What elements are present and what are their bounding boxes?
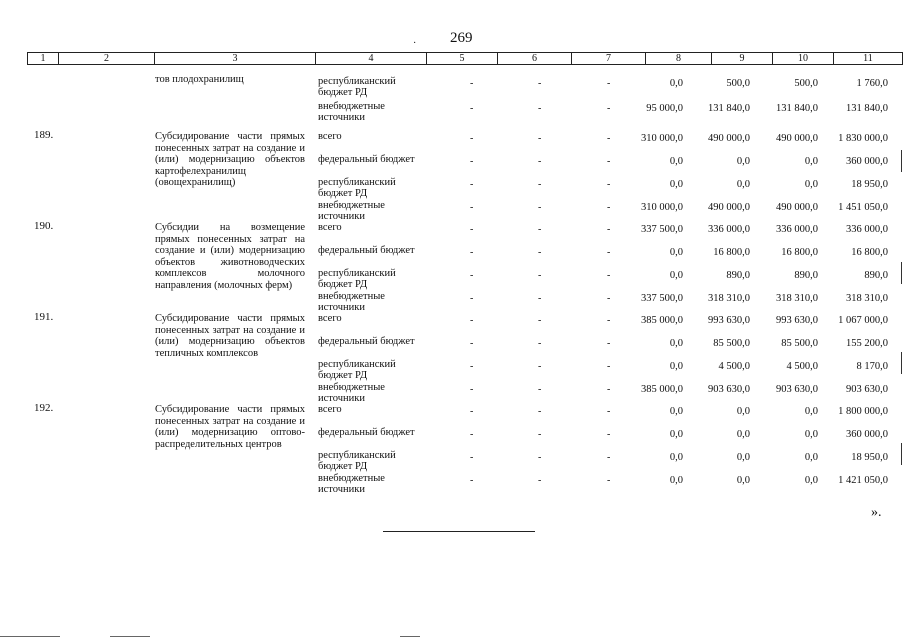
source-label: республиканский бюджет РД	[318, 76, 396, 98]
dash-cell: -	[607, 78, 611, 89]
col-header-3: 3	[155, 53, 316, 65]
source-label: всего	[318, 404, 342, 415]
value-v8: 95 000,0	[646, 103, 683, 114]
row-number: 190.	[34, 220, 54, 232]
value-v8: 0,0	[669, 247, 683, 258]
dash-cell: -	[470, 338, 474, 349]
row-number: 191.	[34, 311, 54, 323]
scan-speck: ·	[413, 38, 417, 49]
source-label: республиканский бюджет РД	[318, 268, 396, 290]
dash-cell: -	[607, 179, 611, 190]
col-header-9: 9	[712, 53, 773, 65]
value-v8: 0,0	[669, 406, 683, 417]
value-v10: 0,0	[804, 475, 818, 486]
col-header-6: 6	[498, 53, 572, 65]
row-description: Субсидии на возмещение прямых понесенных затрат на создание и (или) модернизацию объектов животноводческих комплексов молочного направления (молочных ферм)	[155, 222, 305, 291]
value-v8: 0,0	[669, 429, 683, 440]
source-label: всего	[318, 313, 342, 324]
row-description: тов плодохранилищ	[155, 74, 244, 85]
dash-cell: -	[470, 224, 474, 235]
col-header-1: 1	[28, 53, 59, 65]
dash-cell: -	[470, 270, 474, 281]
value-v11: 1 451 050,0	[838, 202, 888, 213]
value-v11: 16 800,0	[851, 247, 888, 258]
value-v11: 318 310,0	[846, 293, 888, 304]
dash-cell: -	[538, 361, 542, 372]
value-v9: 500,0	[726, 78, 750, 89]
source-label: внебюджетные источники	[318, 473, 385, 495]
value-v8: 310 000,0	[641, 133, 683, 144]
value-v8: 337 500,0	[641, 224, 683, 235]
dash-cell: -	[470, 247, 474, 258]
row-description: Субсидирование части прямых понесенных затрат на создание и (или) модернизацию объектов тепличных комплексов	[155, 313, 305, 359]
dash-cell: -	[470, 384, 474, 395]
dash-cell: -	[470, 202, 474, 213]
value-v11: 903 630,0	[846, 384, 888, 395]
value-v9: 490 000,0	[708, 133, 750, 144]
value-v8: 0,0	[669, 475, 683, 486]
closing-quote: ».	[871, 505, 882, 520]
value-v10: 500,0	[794, 78, 818, 89]
value-v11: 18 950,0	[851, 179, 888, 190]
row-number: 192.	[34, 402, 54, 414]
margin-mark	[901, 262, 902, 284]
value-v9: 0,0	[736, 179, 750, 190]
dash-cell: -	[538, 270, 542, 281]
source-label: внебюджетные источники	[318, 200, 385, 222]
source-label: внебюджетные источники	[318, 382, 385, 404]
value-v9: 0,0	[736, 429, 750, 440]
dash-cell: -	[538, 384, 542, 395]
col-header-4: 4	[316, 53, 427, 65]
value-v8: 0,0	[669, 156, 683, 167]
value-v8: 0,0	[669, 361, 683, 372]
dash-cell: -	[470, 406, 474, 417]
dash-cell: -	[470, 475, 474, 486]
dash-cell: -	[607, 103, 611, 114]
value-v11: 890,0	[864, 270, 888, 281]
source-label: федеральный бюджет	[318, 245, 415, 256]
col-header-2: 2	[59, 53, 155, 65]
value-v8: 337 500,0	[641, 293, 683, 304]
dash-cell: -	[538, 293, 542, 304]
value-v11: 360 000,0	[846, 156, 888, 167]
dash-cell: -	[607, 247, 611, 258]
value-v11: 336 000,0	[846, 224, 888, 235]
col-header-5: 5	[427, 53, 498, 65]
dash-cell: -	[470, 103, 474, 114]
dash-cell: -	[607, 224, 611, 235]
value-v11: 1 421 050,0	[838, 475, 888, 486]
source-label: внебюджетные источники	[318, 291, 385, 313]
col-header-7: 7	[572, 53, 646, 65]
dash-cell: -	[607, 384, 611, 395]
value-v10: 0,0	[804, 406, 818, 417]
value-v8: 0,0	[669, 452, 683, 463]
value-v10: 0,0	[804, 429, 818, 440]
source-label: федеральный бюджет	[318, 154, 415, 165]
dash-cell: -	[538, 429, 542, 440]
source-label: всего	[318, 131, 342, 142]
value-v11: 8 170,0	[856, 361, 888, 372]
dash-cell: -	[538, 179, 542, 190]
dash-cell: -	[470, 156, 474, 167]
value-v11: 1 760,0	[856, 78, 888, 89]
value-v9: 85 500,0	[713, 338, 750, 349]
value-v10: 993 630,0	[776, 315, 818, 326]
value-v9: 490 000,0	[708, 202, 750, 213]
dash-cell: -	[538, 78, 542, 89]
scan-edge	[0, 636, 60, 637]
value-v10: 0,0	[804, 179, 818, 190]
value-v8: 385 000,0	[641, 315, 683, 326]
dash-cell: -	[538, 315, 542, 326]
value-v10: 0,0	[804, 156, 818, 167]
dash-cell: -	[538, 475, 542, 486]
value-v10: 4 500,0	[786, 361, 818, 372]
value-v11: 155 200,0	[846, 338, 888, 349]
dash-cell: -	[607, 315, 611, 326]
value-v10: 336 000,0	[776, 224, 818, 235]
dash-cell: -	[538, 247, 542, 258]
dash-cell: -	[607, 156, 611, 167]
dash-cell: -	[470, 78, 474, 89]
column-header-row	[27, 52, 903, 65]
row-number: 189.	[34, 129, 54, 141]
source-label: всего	[318, 222, 342, 233]
source-label: республиканский бюджет РД	[318, 359, 396, 381]
dash-cell: -	[538, 103, 542, 114]
page-number: 269	[450, 30, 473, 46]
dash-cell: -	[538, 224, 542, 235]
dash-cell: -	[538, 338, 542, 349]
dash-cell: -	[607, 361, 611, 372]
source-label: внебюджетные источники	[318, 101, 385, 123]
value-v9: 0,0	[736, 156, 750, 167]
value-v11: 1 067 000,0	[838, 315, 888, 326]
value-v9: 0,0	[736, 452, 750, 463]
scan-edge	[110, 636, 150, 637]
value-v9: 4 500,0	[718, 361, 750, 372]
row-description: Субсидирование части прямых понесенных затрат на создание и (или) модернизацию объектов картофелехранилищ (овощехранилищ)	[155, 131, 305, 188]
dash-cell: -	[470, 293, 474, 304]
value-v10: 903 630,0	[776, 384, 818, 395]
col-header-8: 8	[646, 53, 712, 65]
dash-cell: -	[607, 429, 611, 440]
dash-cell: -	[470, 179, 474, 190]
closing-underline	[383, 531, 535, 532]
dash-cell: -	[470, 315, 474, 326]
dash-cell: -	[607, 293, 611, 304]
dash-cell: -	[470, 452, 474, 463]
value-v8: 0,0	[669, 270, 683, 281]
dash-cell: -	[607, 338, 611, 349]
value-v9: 131 840,0	[708, 103, 750, 114]
value-v9: 16 800,0	[713, 247, 750, 258]
dash-cell: -	[607, 133, 611, 144]
dash-cell: -	[538, 133, 542, 144]
value-v10: 131 840,0	[776, 103, 818, 114]
value-v10: 0,0	[804, 452, 818, 463]
row-description: Субсидирование части прямых понесенных затрат на создание и (или) модернизацию оптово-распределительных центров	[155, 404, 305, 450]
value-v10: 318 310,0	[776, 293, 818, 304]
value-v9: 318 310,0	[708, 293, 750, 304]
value-v9: 993 630,0	[708, 315, 750, 326]
value-v10: 16 800,0	[781, 247, 818, 258]
value-v10: 490 000,0	[776, 133, 818, 144]
source-label: республиканский бюджет РД	[318, 450, 396, 472]
margin-mark	[901, 443, 902, 465]
value-v9: 336 000,0	[708, 224, 750, 235]
value-v10: 490 000,0	[776, 202, 818, 213]
margin-mark	[901, 352, 902, 374]
dash-cell: -	[607, 452, 611, 463]
dash-cell: -	[538, 452, 542, 463]
dash-cell: -	[538, 406, 542, 417]
dash-cell: -	[470, 361, 474, 372]
source-label: федеральный бюджет	[318, 427, 415, 438]
margin-mark	[901, 150, 902, 172]
dash-cell: -	[538, 202, 542, 213]
value-v8: 0,0	[669, 179, 683, 190]
dash-cell: -	[538, 156, 542, 167]
value-v8: 385 000,0	[641, 384, 683, 395]
col-header-11: 11	[834, 53, 903, 65]
value-v11: 1 830 000,0	[838, 133, 888, 144]
scan-edge	[400, 636, 420, 637]
value-v10: 890,0	[794, 270, 818, 281]
value-v11: 360 000,0	[846, 429, 888, 440]
value-v9: 0,0	[736, 406, 750, 417]
value-v11: 1 800 000,0	[838, 406, 888, 417]
value-v9: 0,0	[736, 475, 750, 486]
dash-cell: -	[607, 406, 611, 417]
col-header-10: 10	[773, 53, 834, 65]
dash-cell: -	[607, 270, 611, 281]
value-v8: 310 000,0	[641, 202, 683, 213]
value-v8: 0,0	[669, 338, 683, 349]
source-label: федеральный бюджет	[318, 336, 415, 347]
value-v9: 890,0	[726, 270, 750, 281]
source-label: республиканский бюджет РД	[318, 177, 396, 199]
dash-cell: -	[607, 475, 611, 486]
dash-cell: -	[470, 429, 474, 440]
value-v11: 18 950,0	[851, 452, 888, 463]
dash-cell: -	[470, 133, 474, 144]
dash-cell: -	[607, 202, 611, 213]
value-v10: 85 500,0	[781, 338, 818, 349]
value-v9: 903 630,0	[708, 384, 750, 395]
value-v11: 131 840,0	[846, 103, 888, 114]
value-v8: 0,0	[669, 78, 683, 89]
